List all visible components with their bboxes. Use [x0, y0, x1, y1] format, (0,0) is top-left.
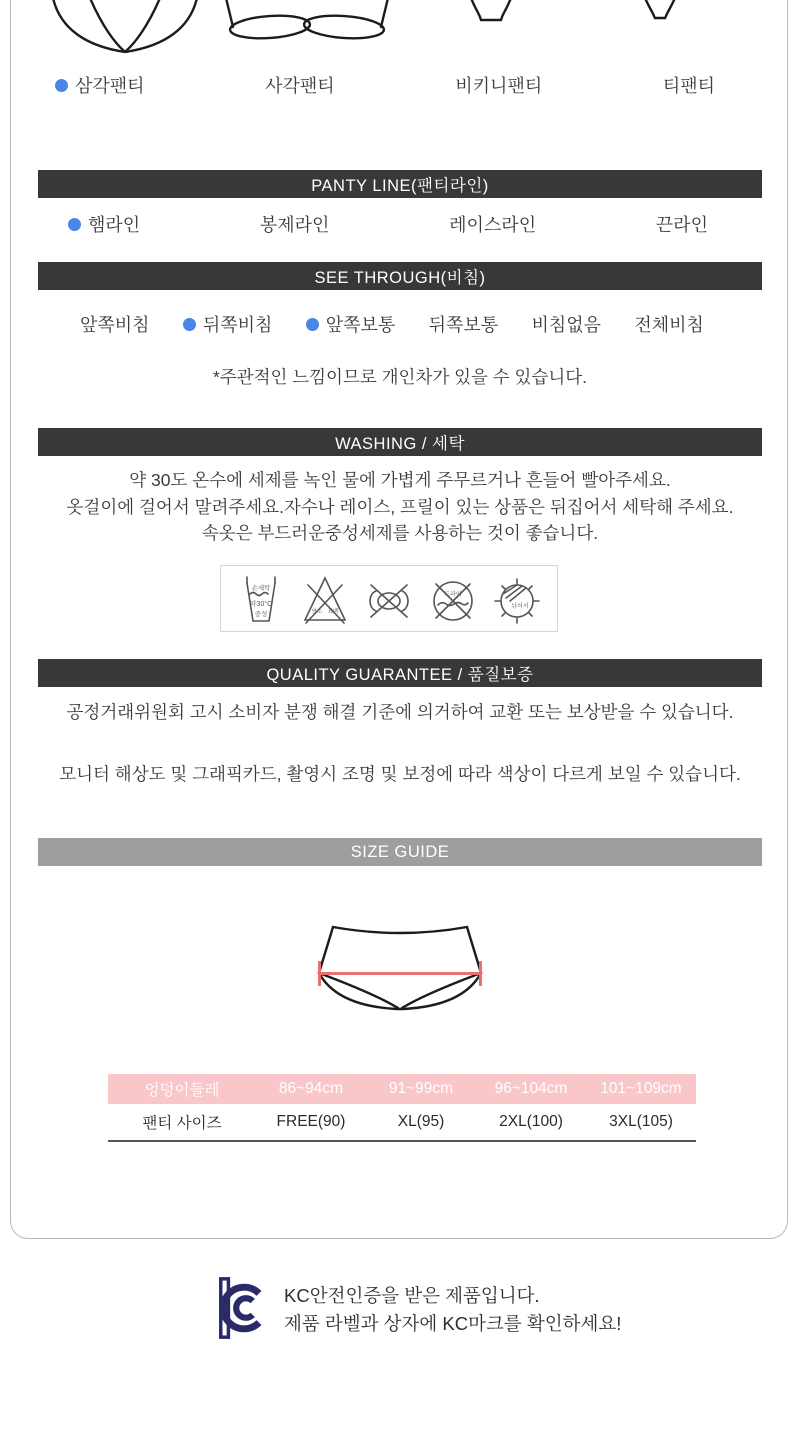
see-through-section-header: SEE THROUGH(비침): [38, 262, 762, 290]
panty-line-option: [68, 211, 140, 237]
panty-type-option: [55, 72, 145, 98]
hand-wash-30c-icon: [238, 571, 284, 627]
selected-dot: [68, 218, 81, 231]
svg-text:표백: 표백: [327, 608, 339, 615]
boxer-panty-illustration: [222, 0, 392, 48]
size-table-cell: 팬티 사이즈: [142, 1115, 222, 1132]
size-table-row: [108, 1104, 696, 1142]
size-table-header-cell: 91~99cm: [388, 1080, 454, 1097]
no-dry-clean-icon: [430, 571, 476, 627]
see-through-option: [80, 311, 150, 337]
see-through-options: [80, 311, 704, 337]
care-symbols-box: [220, 565, 558, 632]
see-through-option: [532, 311, 602, 337]
hip-measure-line: [318, 972, 482, 975]
bikini-panty-illustration: [468, 0, 514, 24]
option-label: 봉제라인: [259, 215, 330, 235]
option-label: 비침없음: [531, 315, 602, 335]
kc-certification-section: [218, 1276, 621, 1340]
size-table-header-cell: 86~94cm: [278, 1080, 344, 1097]
kc-text-line: KC안전인증을 받은 제품입니다.: [284, 1285, 540, 1306]
panty-type-label: 삼각팬티: [75, 76, 145, 96]
size-table-cell: 2XL(100): [499, 1113, 563, 1130]
option-label: 레이스라인: [449, 215, 537, 235]
see-through-option: [183, 311, 273, 337]
svg-text:뉘어서: 뉘어서: [511, 603, 529, 610]
size-table-cell: XL(95): [397, 1113, 445, 1130]
subjective-note: *주관적인 느낌이므로 개인차가 있을 수 있습니다.: [212, 367, 588, 387]
quality-guarantee-line: 공정거래위원회 고시 소비자 분쟁 해결 기준에 의거하여 교환 또는 보상받을 수 있습니다.: [66, 702, 734, 722]
panty-type-option: [663, 72, 715, 98]
no-bleach-icon: [302, 571, 348, 627]
thong-panty-illustration: [642, 0, 678, 22]
washing-line: 약 30도 온수에 세제를 녹인 물에 가볍게 주무르거나 흔들어 빨아주세요.: [129, 470, 671, 490]
svg-text:드라이: 드라이: [444, 591, 462, 598]
panty-line-option: [260, 211, 330, 237]
option-label: 앞쪽비침: [80, 315, 150, 335]
see-through-option: [429, 311, 499, 337]
svg-text:손세탁: 손세탁: [251, 584, 271, 592]
brief-panty-illustration: [50, 0, 200, 54]
size-table-header-row: [108, 1074, 696, 1104]
size-measure-panty-illustration: [315, 920, 485, 1012]
panty-type-label: 비키니팬티: [455, 76, 543, 96]
size-table: [108, 1074, 696, 1142]
no-wring-icon: [366, 571, 412, 627]
panty-type-labels: [55, 72, 715, 98]
panty-line-option: [449, 211, 536, 237]
option-label: 햄라인: [88, 215, 141, 235]
panty-line-options: [68, 211, 708, 237]
selected-dot: [55, 79, 68, 92]
lay-flat-shade-dry-icon: [494, 571, 540, 627]
washing-section-header: WASHING / 세탁: [38, 428, 762, 456]
option-label: 뒤쪽비침: [202, 315, 273, 335]
kc-text-line: 제품 라벨과 상자에 KC마크를 확인하세요!: [284, 1312, 622, 1334]
size-table-header-cell: 101~109cm: [600, 1080, 682, 1097]
selected-dot: [183, 318, 196, 331]
size-guide-section-header: SIZE GUIDE: [38, 838, 762, 866]
option-label: 끈라인: [655, 215, 708, 235]
size-table-cell: FREE(90): [276, 1113, 346, 1130]
option-label: 앞쪽보통: [325, 315, 396, 335]
selected-dot: [306, 318, 319, 331]
panty-type-label: 사각팬티: [265, 76, 335, 96]
panty-type-option: [265, 72, 335, 98]
color-difference-note: 모니터 해상도 및 그래픽카드, 촬영시 조명 및 보정에 따라 색상이 다르게 보일 수 있습니다.: [59, 764, 741, 784]
washing-line: 옷걸이에 걸어서 말려주세요.자수나 레이스, 프릴이 있는 상품은 뒤집어서 세탁해 주세요.: [66, 496, 734, 517]
svg-text:염소: 염소: [311, 608, 323, 615]
size-table-header-cell: 엉덩이둘레: [144, 1082, 220, 1099]
kc-mark-icon: [218, 1276, 268, 1340]
svg-text:중성: 중성: [254, 610, 268, 618]
panty-line-option: [656, 211, 708, 237]
see-through-option: [634, 311, 704, 337]
svg-text:약30°C: 약30°C: [249, 600, 273, 608]
quality-guarantee-section-header: QUALITY GUARANTEE / 품질보증: [38, 659, 762, 687]
washing-instructions: [0, 467, 800, 547]
washing-line: 속옷은 부드러운중성세제를 사용하는 것이 좋습니다.: [201, 523, 599, 543]
see-through-option: [306, 311, 396, 337]
panty-type-label: 티팬티: [662, 76, 715, 96]
option-label: 전체비침: [634, 315, 704, 335]
size-table-cell: 3XL(105): [609, 1113, 673, 1130]
kc-certification-text: [284, 1276, 621, 1337]
panty-line-section-header: PANTY LINE(팬티라인): [38, 170, 762, 198]
measure-right-tick: [479, 961, 482, 986]
panty-type-option: [455, 72, 542, 98]
measure-left-tick: [318, 961, 321, 986]
size-table-header-cell: 96~104cm: [494, 1080, 568, 1097]
option-label: 뒤쪽보통: [428, 315, 499, 335]
